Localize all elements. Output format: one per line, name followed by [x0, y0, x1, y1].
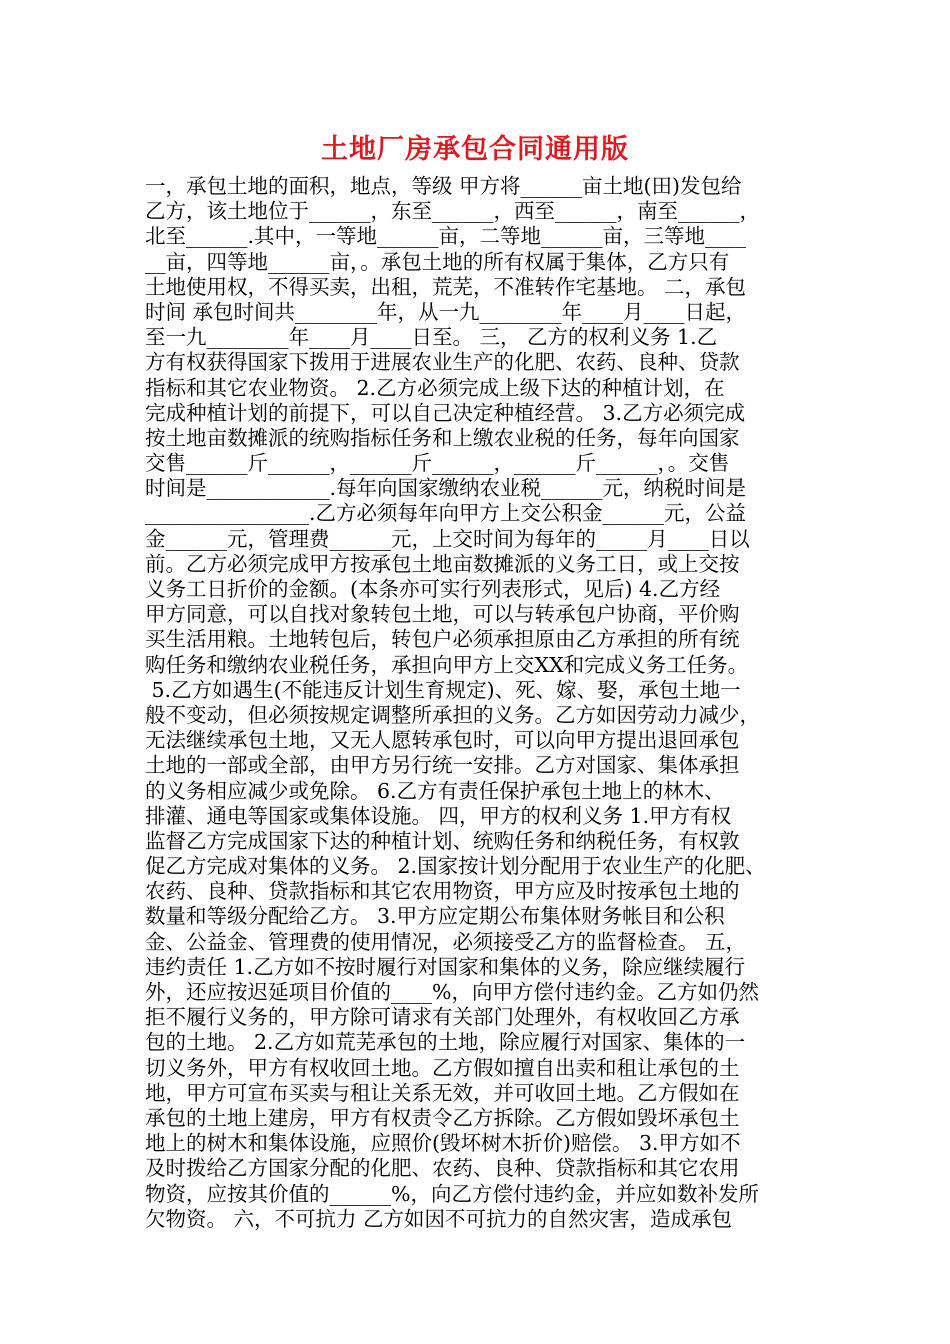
- contract-line: 违约责任 1.乙方如不按时履行对国家和集体的义务，除应继续履行: [145, 954, 746, 979]
- contract-line: 金______元，管理费______元，上交时间为每年的_____月____日以: [145, 526, 750, 551]
- contract-body: [145, 174, 813, 1232]
- contract-line: ________________.乙方必须每年向甲方上交公积金______元，公益: [145, 501, 747, 526]
- contract-line: 数量和等级分配给乙方。 3.甲方应定期公布集体财务帐目和公积: [145, 904, 725, 929]
- contract-line: 购任务和缴纳农业税任务，承担向甲方上交XX和完成义务工任务。: [145, 652, 749, 677]
- contract-line: 时间 承包时间共________年，从一九________年____月____日起，: [145, 299, 747, 324]
- contract-line: 土地使用权，不得买卖，出租，荒芜，不准转作宅基地。 二，承包: [145, 274, 747, 299]
- contract-line: 方有权获得国家下拨用于进展农业生产的化肥、农药、良种、贷款: [145, 350, 740, 375]
- contract-line: 买生活用粮。土地转包后，转包户必须承担原由乙方承担的所有统: [145, 627, 740, 652]
- contract-line: 物资，应按其价值的______%，向乙方偿付违约金，并应如数补发所: [145, 1181, 759, 1206]
- contract-line: 般不变动，但必须按规定调整所承担的义务。乙方如因劳动力减少，: [145, 702, 760, 727]
- contract-line: 无法继续承包土地，又无人愿转承包时，可以向甲方提出退回承包: [145, 728, 740, 753]
- contract-line: 一，承包土地的面积，地点，等级 甲方将______亩土地(田)发包给: [145, 174, 742, 198]
- contract-line: 乙方，该土地位于______，东至______，西至______，南至______，: [145, 199, 760, 224]
- contract-line: 外，还应按迟延项目价值的____%，向甲方偿付违约金。乙方如仍然: [145, 980, 759, 1004]
- contract-line: 北至______.其中，一等地______亩，二等地______亩，三等地____: [145, 224, 747, 249]
- contract-line: 前。乙方必须完成甲方按承包土地亩数摊派的义务工日，或上交按: [145, 551, 740, 576]
- contract-line: 指标和其它农业物资。 2.乙方必须完成上级下达的种植计划，在: [145, 375, 725, 400]
- contract-line: 的义务相应减少或免除。 6.乙方有责任保护承包土地上的林木、: [145, 778, 725, 803]
- contract-line: 及时拨给乙方国家分配的化肥、农药、良种、贷款指标和其它农用: [145, 1156, 740, 1181]
- contract-line: 完成种植计划的前提下，可以自己决定种植经营。 3.乙方必须完成: [145, 400, 746, 425]
- contract-line: 拒不履行义务的，甲方除可请求有关部门处理外，有权收回乙方承: [145, 1005, 740, 1030]
- contract-line: 欠物资。 六，不可抗力 乙方如因不可抗力的自然灾害，造成承包: [145, 1206, 733, 1231]
- contract-line: 义务工日折价的金额。(本条亦可实行列表形式，见后) 4.乙方经: [145, 577, 721, 601]
- contract-line: 金、公益金、管理费的使用情况，必须接受乙方的监督检查。 五，: [145, 929, 747, 954]
- contract-line: 地上的树木和集体设施，应照价(毁坏树木折价)赔偿。 3.甲方如不: [145, 1131, 741, 1156]
- document-title: 土地厂房承包合同通用版: [321, 134, 629, 165]
- contract-line: 5.乙方如遇生(不能违反计划生育规定)、死、嫁、娶，承包土地一: [145, 677, 741, 702]
- contract-line: 承包的土地上建房，甲方有权责令乙方拆除。乙方假如毁坏承包土: [145, 1105, 740, 1130]
- contract-line: __亩，四等地______亩，。承包土地的所有权属于集体，乙方只有: [145, 249, 730, 274]
- contract-line: 农药、良种、贷款指标和其它农用物资，甲方应及时按承包土地的: [145, 879, 740, 904]
- contract-line: 切义务外，甲方有权收回土地。乙方假如擅自出卖和租让承包的土: [145, 1055, 740, 1080]
- contract-line: 甲方同意，可以自找对象转包土地，可以与转承包户协商，平价购: [145, 602, 740, 627]
- contract-line: 促乙方完成对集体的义务。 2.国家按计划分配用于农业生产的化肥、: [145, 854, 766, 879]
- contract-line: 交售______斤______，______斤______，______斤______，。交售: [145, 451, 730, 476]
- contract-line: 按土地亩数摊派的统购指标任务和上缴农业税的任务，每年向国家: [145, 425, 740, 450]
- contract-line: 监督乙方完成国家下达的种植计划、统购任务和纳税任务，有权敦: [145, 828, 740, 853]
- contract-line: 时间是____________.每年向国家缴纳农业税______元，纳税时间是: [145, 476, 747, 501]
- contract-line: 地，甲方可宣布买卖与租让关系无效，并可收回土地。乙方假如在: [145, 1080, 740, 1105]
- contract-line: 排灌、通电等国家或集体设施。 四，甲方的权利义务 1.甲方有权: [145, 803, 732, 828]
- contract-line: 包的土地。 2.乙方如荒芜承包的土地，除应履行对国家、集体的一: [145, 1030, 746, 1055]
- contract-line: 至一九________年____月____日至。 三， 乙方的权利义务 1.乙: [145, 325, 718, 350]
- contract-line: 土地的一部或全部，由甲方另行统一安排。乙方对国家、集体承担: [145, 753, 740, 778]
